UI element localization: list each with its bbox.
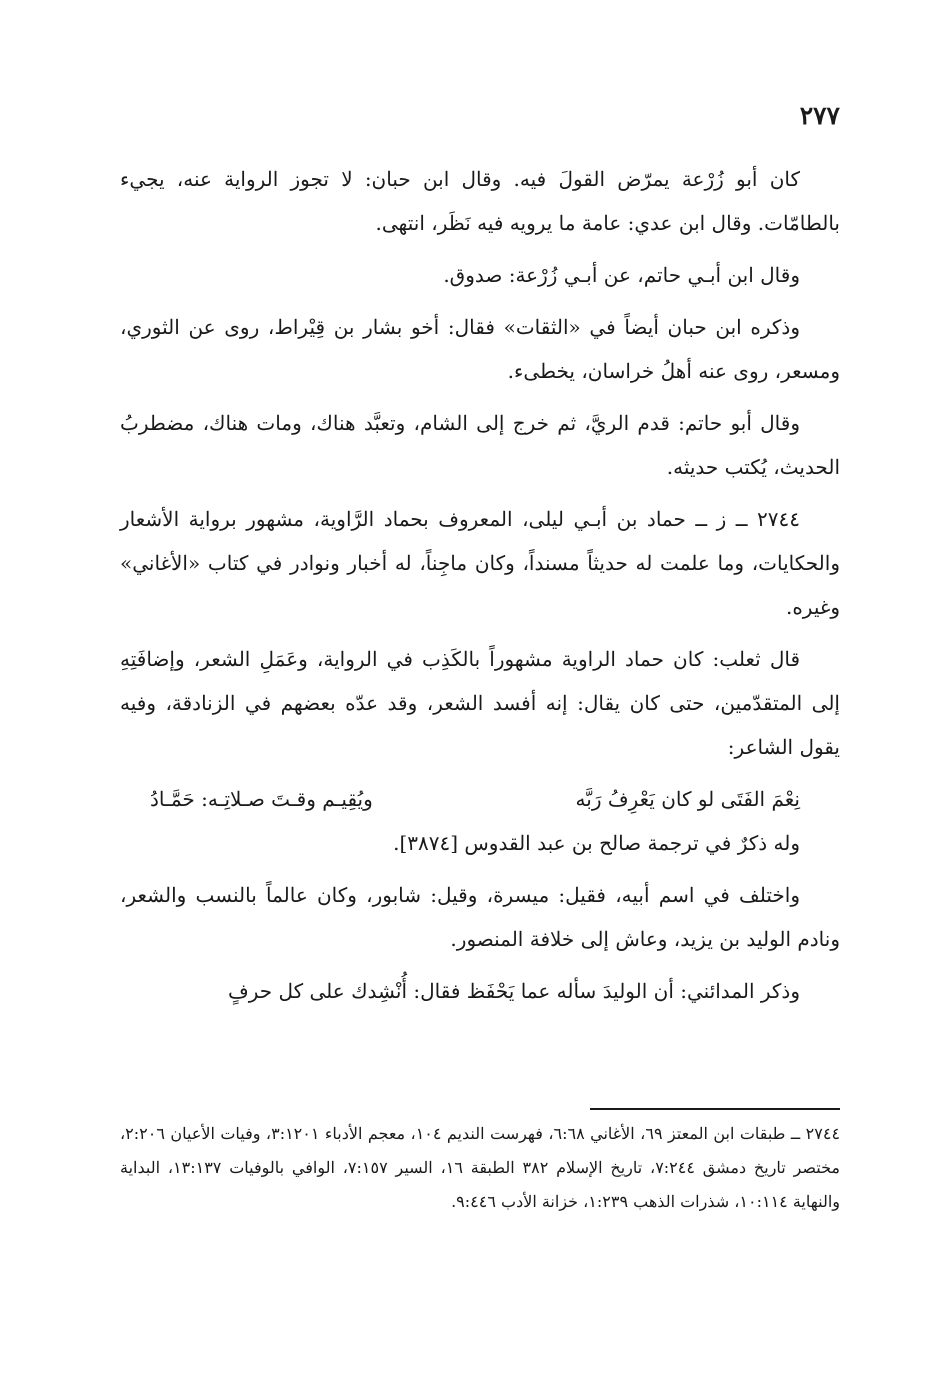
book-page	[120, 95, 840, 1355]
paragraph-1: كان أبو زُرْعة يمرّض القولَ فيه. وقال ابن حبان: لا تجوز الرواية عنه، يجيء بالطامّات. وقال ابن عدي: عامة ما يرويه فيه نَظَر، انتهى.	[120, 167, 840, 235]
paragraph-9: وذكر المدائني: أن الوليدَ سأله عما يَحْفَظ فقال: أُنْشِدك على كل حرفٍ	[227, 979, 800, 1003]
page-number: ٢٧٧	[799, 101, 840, 130]
verse-first-hemistich: نِعْمَ الفَتَى لو كان يَعْرِفُ رَبَّه	[575, 787, 800, 811]
paragraph-7: وله ذكرٌ في ترجمة صالح بن عبد القدوس [٣٨٧٤].	[393, 831, 800, 855]
paragraph-6: قال ثعلب: كان حماد الراوية مشهوراً بالكَذِب في الرواية، وعَمَلِ الشعر، وإضافَتِهِ إلى المتقدّمين، حتى كان يقال: إنه أفسد الشعر، وقد عدّه بعضهم في الزنادقة، وفيه يقول الشاعر:	[120, 647, 840, 759]
footnote-divider	[590, 1108, 840, 1110]
paragraph-3: وذكره ابن حبان أيضاً في «الثقات» فقال: أخو بشار بن قِيْراط، روى عن الثوري، ومسعر، روى عنه أهلُ خراسان، يخطىء.	[120, 315, 840, 383]
poetry-verse	[120, 777, 840, 821]
footnote: ٢٧٤٤ ــ طبقات ابن المعتز ٦٩، الأغاني ٦:٦٨، فهرست النديم ١٠٤، معجم الأدباء ٣:١٢٠١، وفيات الأعيان ٢:٢٠٦، مختصر تاريخ دمشق ٧:٢٤٤، تاريخ الإسلام ٣٨٢ الطبقة ١٦، السير ٧:١٥٧، الوافي بالوفيات ١٣:١٣٧، البداية والنهاية ١٠:١١٤، شذرات الذهب ١:٢٣٩، خزانة الأدب ٩:٤٤٦.	[120, 1124, 841, 1211]
paragraph-4: وقال أبو حاتم: قدم الريَّ، ثم خرج إلى الشام، وتعبَّد هناك، ومات هناك، مضطربُ الحديث، يُكتب حديثه.	[120, 411, 840, 479]
main-text	[120, 157, 840, 1021]
entry-2744-heading-paragraph: ٢٧٤٤ ــ ز ــ حماد بن أبـي ليلى، المعروف بحماد الرَّاوية، مشهور برواية الأشعار والحكايات، وما علمت له حديثاً مسنداً، وكان ماجِناً، له أخبار ونوادر في كتاب «الأغاني» وغيره.	[120, 507, 840, 619]
verse-second-hemistich: ويُقِيـم وقـتَ صـلاتِـه: حَمَّـادُ	[150, 787, 373, 811]
paragraph-2: وقال ابن أبـي حاتم، عن أبـي زُرْعة: صدوق.	[443, 263, 800, 287]
paragraph-8: واختلف في اسم أبيه، فقيل: ميسرة، وقيل: شابور، وكان عالماً بالنسب والشعر، ونادم الوليد بن يزيد، وعاش إلى خلافة المنصور.	[120, 883, 840, 951]
